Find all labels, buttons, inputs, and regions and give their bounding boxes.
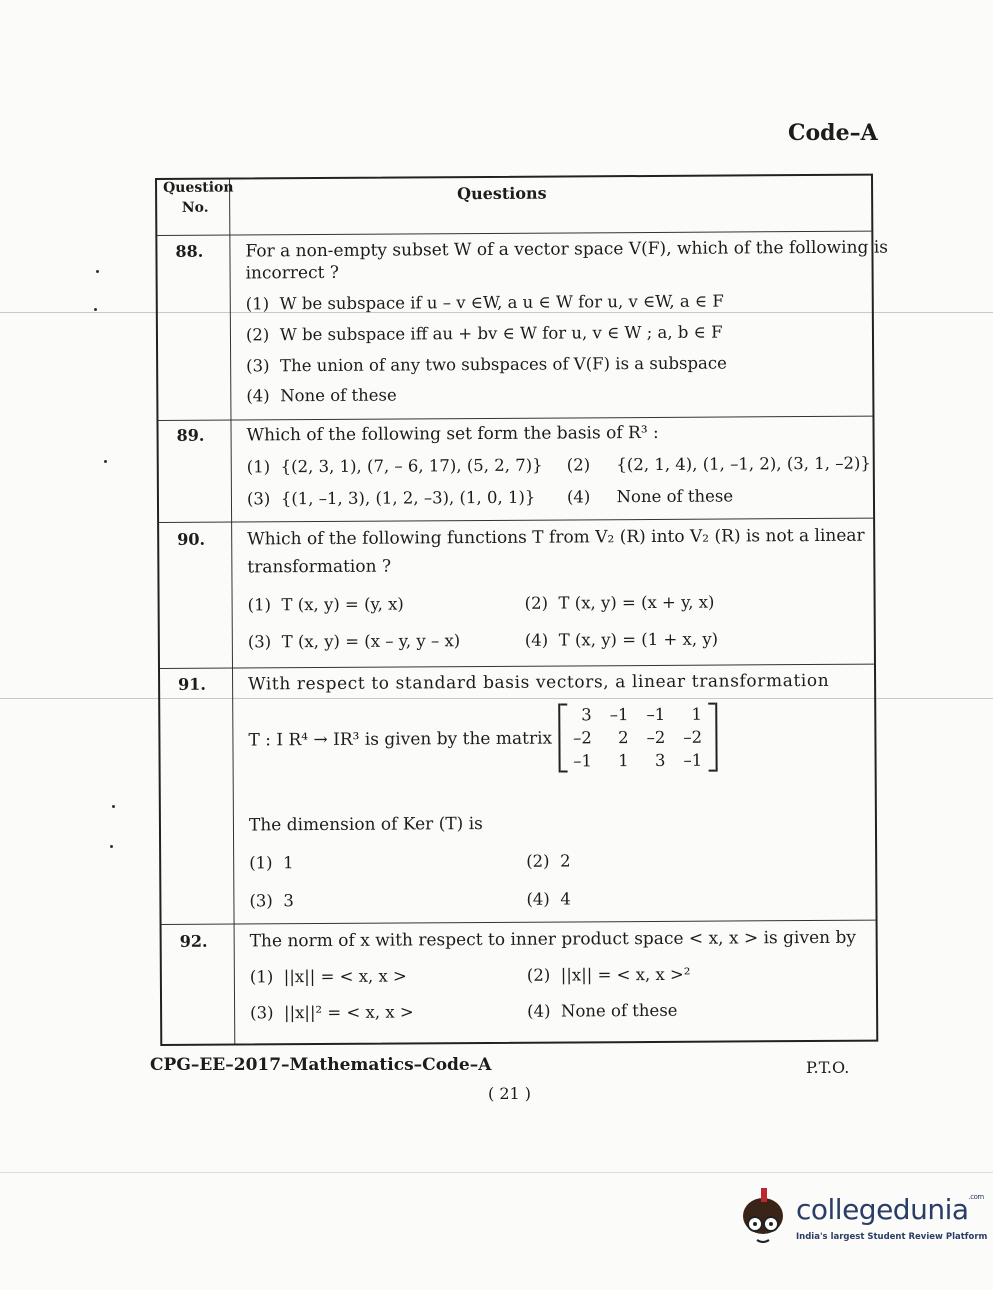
question-number: 92. — [179, 931, 208, 951]
matrix-cell: –1 — [646, 704, 666, 725]
question-text: Which of the following set form the basis of R³ : — [246, 422, 659, 446]
option-item: (1) ||x|| = < x, x > — [249, 966, 407, 987]
option-item: (3) 3 — [249, 891, 294, 911]
option-item: (2) 2 — [526, 851, 571, 871]
option-item: (3) ||x||² = < x, x > — [250, 1002, 414, 1023]
option-item: (3) The union of any two subspaces of V(F) is a subspace — [246, 353, 727, 376]
row-divider — [157, 231, 871, 236]
matrix-cell: –1 — [573, 751, 593, 771]
matrix-cell: 3 — [581, 705, 592, 725]
row-divider — [158, 416, 872, 421]
question-number: 88. — [175, 241, 204, 261]
option-item: (4) None of these — [246, 385, 397, 406]
question-text: Which of the following functions T from V₂ (R) into V₂ (R) is not a linear — [247, 525, 865, 550]
option-item: (4) None of these — [566, 486, 734, 507]
option-item: (4) T (x, y) = (1 + x, y) — [524, 629, 719, 650]
question-text: With respect to standard basis vectors, a linear transformation — [248, 670, 830, 695]
column-divider — [229, 180, 235, 1044]
matrix-statement — [248, 703, 717, 775]
margin-dot — [96, 270, 99, 273]
margin-dot — [110, 845, 113, 848]
option-item: (2) T (x, y) = (x + y, x) — [524, 592, 715, 613]
matrix-prefix: T : I R⁴ → IR³ is given by the matrix — [248, 728, 553, 750]
matrix-cell: 1 — [691, 704, 703, 724]
matrix-cell: –1 — [609, 705, 629, 725]
question-text: transformation ? — [247, 556, 392, 578]
option-item: (3) T (x, y) = (x – y, y – x) — [247, 631, 461, 652]
page-number: ( 21 ) — [488, 1084, 532, 1103]
transformation-matrix — [558, 703, 717, 773]
question-text: The dimension of Ker (T) is — [248, 814, 483, 836]
matrix-cell: –2 — [573, 728, 592, 748]
option-item: (2) W be subspace iff au + bv ∈ W for u, v ∈ W ; a, b ∈ F — [245, 322, 723, 345]
matrix-cell: 1 — [618, 751, 629, 771]
question-text: incorrect ? — [245, 262, 339, 284]
option-item: (4) None of these — [527, 1000, 678, 1021]
column-header-question-no: Question No. — [163, 179, 234, 216]
matrix-cell: 3 — [654, 750, 666, 770]
margin-dot — [104, 460, 107, 463]
question-table — [155, 174, 889, 1046]
question-text: The norm of x with respect to inner product space < x, x > is given by — [249, 927, 857, 952]
row-divider — [160, 664, 874, 669]
option-item: (2) {(2, 1, 4), (1, –1, 2), (3, 1, –2)} — [566, 453, 871, 475]
margin-dot — [112, 805, 115, 808]
margin-dot — [94, 308, 97, 311]
row-divider — [162, 920, 876, 925]
exam-code: Code–A — [788, 120, 878, 146]
row-divider — [159, 518, 873, 523]
matrix-cell: –2 — [646, 727, 666, 748]
option-item: (1) {(2, 3, 1), (7, – 6, 17), (5, 2, 7)} — [246, 455, 543, 477]
question-text: For a non-empty subset W of a vector space V(F), which of the following is — [245, 237, 889, 262]
matrix-cell: –2 — [683, 727, 703, 747]
option-item: (4) 4 — [526, 889, 571, 909]
watermark-brand: collegedunia$^{.com}$ — [796, 1193, 984, 1226]
paper-code: CPG–EE–2017–Mathematics–Code–A — [150, 1055, 492, 1075]
watermark-tagline: India's largest Student Review Platform — [796, 1232, 988, 1242]
option-item: (1) 1 — [249, 853, 294, 873]
column-header-questions: Questions — [457, 183, 547, 204]
pto-label: P.T.O. — [806, 1058, 850, 1077]
option-item: (1) T (x, y) = (y, x) — [247, 594, 404, 615]
question-number: 91. — [178, 674, 206, 694]
question-number: 90. — [177, 529, 206, 549]
option-item: (2) ||x|| = < x, x >² — [526, 964, 691, 985]
scan-line — [0, 1172, 993, 1173]
question-number: 89. — [176, 425, 205, 445]
option-item: (1) W be subspace if u – v ∈W, a u ∈ W for u, v ∈W, a ∈ F — [245, 291, 724, 314]
matrix-cell: 2 — [618, 728, 629, 748]
option-item: (3) {(1, –1, 3), (1, 2, –3), (1, 0, 1)} — [246, 487, 536, 509]
collegedunia-mascot-icon — [735, 1186, 795, 1248]
matrix-cell: –1 — [683, 750, 703, 770]
